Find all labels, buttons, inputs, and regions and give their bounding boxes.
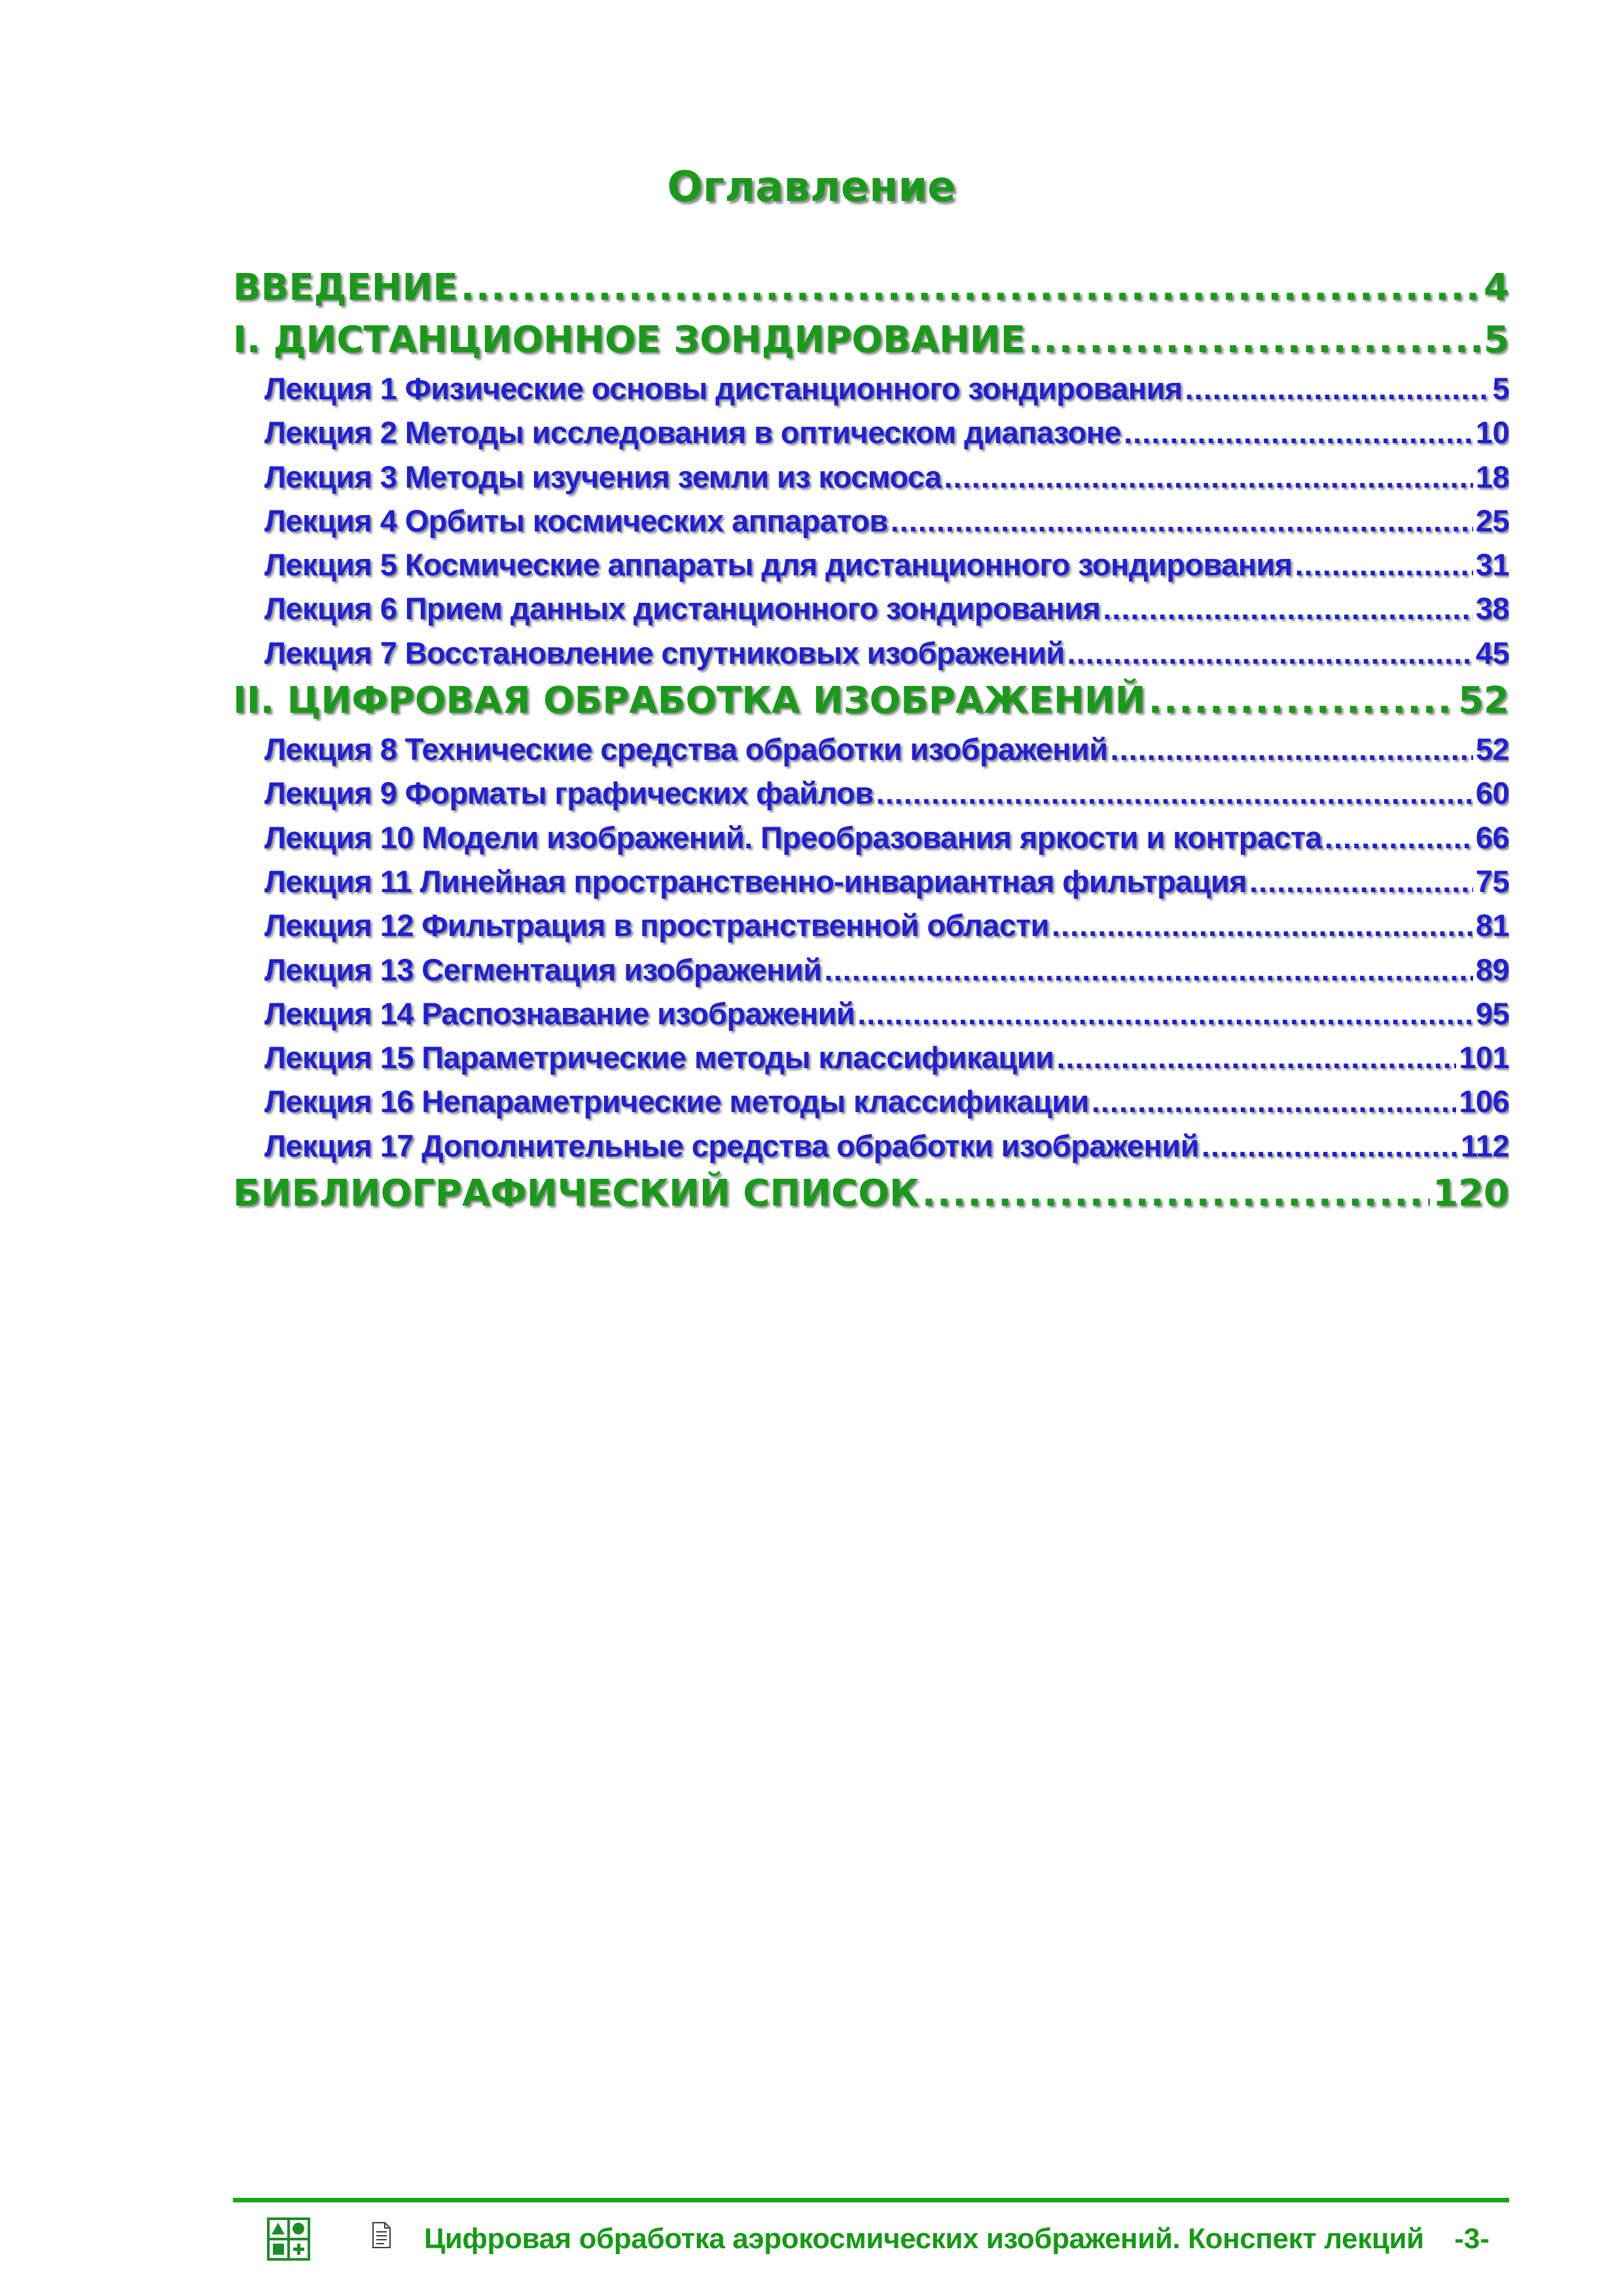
toc-dot-leader xyxy=(1111,727,1473,771)
toc-entry-page-number: 106 xyxy=(1459,1084,1509,1119)
toc-lecture-entry[interactable] xyxy=(233,903,1509,947)
toc-entry-page-number: 89 xyxy=(1475,952,1509,987)
toc-entry-page-number: 4 xyxy=(1484,266,1509,309)
toc-entry-label: Лекция 14 Распознавание изображений xyxy=(264,996,855,1031)
toc-lecture-entry[interactable] xyxy=(233,455,1509,499)
toc-entry-label: БИБЛИОГРАФИЧЕСКИЙ СПИСОК xyxy=(233,1172,919,1215)
toc-section-entry[interactable] xyxy=(233,1168,1509,1220)
toc-entry-page-number: 5 xyxy=(1484,319,1509,361)
toc-dot-leader xyxy=(1052,903,1473,947)
toc-dot-leader xyxy=(825,948,1473,992)
toc-entry-label: Лекция 5 Космические аппараты для дистанционного зондирования xyxy=(264,547,1293,583)
toc-lecture-entry[interactable] xyxy=(233,499,1509,543)
toc-dot-leader xyxy=(1067,631,1473,675)
toc-lecture-entry[interactable] xyxy=(233,631,1509,675)
toc-entry-label: Лекция 2 Методы исследования в оптическом диапазоне xyxy=(264,415,1122,450)
toc-entry-page-number: 18 xyxy=(1475,459,1509,494)
toc-entry-label: I. ДИСТАНЦИОННОЕ ЗОНДИРОВАНИЕ xyxy=(233,319,1026,361)
toc-dot-leader xyxy=(944,455,1472,499)
toc-entry-page-number: 81 xyxy=(1475,908,1509,943)
toc-entry-page-number: 52 xyxy=(1475,732,1509,767)
footer-page-number: -3- xyxy=(1454,2223,1489,2255)
toc-lecture-entry[interactable] xyxy=(233,1035,1509,1079)
toc-entry-label: Лекция 3 Методы изучения земли из космоса xyxy=(264,459,942,494)
toc-lecture-entry[interactable] xyxy=(233,410,1509,454)
toc-dot-leader xyxy=(857,992,1473,1035)
toc-lecture-entry[interactable] xyxy=(233,367,1509,410)
toc-dot-leader xyxy=(1103,586,1473,630)
toc-entry-page-number: 31 xyxy=(1475,547,1509,583)
toc-entry-label: Лекция 7 Восстановление спутниковых изображений xyxy=(264,635,1065,670)
toc-entry-label: Лекция 9 Форматы графических файлов xyxy=(264,776,874,811)
toc-dot-leader xyxy=(1092,1079,1457,1123)
toc-entry-label: Лекция 6 Прием данных дистанционного зондирования xyxy=(264,591,1101,626)
toc-lecture-entry[interactable] xyxy=(233,948,1509,992)
footer-divider xyxy=(233,2198,1509,2202)
page-title: Оглавление xyxy=(667,163,956,211)
toc-dot-leader xyxy=(876,771,1473,815)
toc-entry-page-number: 5 xyxy=(1492,371,1509,406)
toc-lecture-entry[interactable] xyxy=(233,543,1509,586)
toc-dot-leader xyxy=(1249,859,1473,903)
toc-lecture-entry[interactable] xyxy=(233,992,1509,1035)
toc-entry-label: Лекция 16 Непараметрические методы классификации xyxy=(264,1084,1089,1119)
toc-section-entry[interactable] xyxy=(233,314,1509,367)
toc-entry-label: Лекция 10 Модели изображений. Преобразования яркости и контраста xyxy=(264,819,1322,855)
toc-dot-leader xyxy=(1185,367,1490,410)
toc-section-entry[interactable] xyxy=(233,262,1509,314)
toc-section-entry[interactable] xyxy=(233,675,1509,727)
toc-lecture-entry[interactable] xyxy=(233,859,1509,903)
toc-entry-page-number: 66 xyxy=(1475,819,1509,855)
toc-dot-leader xyxy=(1028,314,1481,367)
page-footer xyxy=(233,2215,1509,2261)
toc-entry-page-number: 52 xyxy=(1458,679,1509,723)
toc-entry-page-number: 75 xyxy=(1475,863,1509,899)
toc-lecture-entry[interactable] xyxy=(233,1079,1509,1123)
table-of-contents xyxy=(233,262,1509,1220)
footer-title: Цифровая обработка аэрокосмических изображений. Конспект лекций xyxy=(424,2223,1424,2255)
toc-entry-page-number: 10 xyxy=(1475,415,1509,450)
toc-entry-label: Лекция 8 Технические средства обработки изображений xyxy=(264,732,1108,767)
toc-entry-label: Лекция 13 Сегментация изображений xyxy=(264,952,822,987)
toc-entry-page-number: 112 xyxy=(1460,1128,1509,1163)
toc-dot-leader xyxy=(922,1168,1430,1220)
toc-entry-page-number: 45 xyxy=(1475,635,1509,670)
toc-lecture-entry[interactable] xyxy=(233,727,1509,771)
toc-entry-page-number: 60 xyxy=(1475,776,1509,811)
toc-entry-page-number: 38 xyxy=(1475,591,1509,626)
toc-dot-leader xyxy=(1056,1035,1456,1079)
university-logo-icon xyxy=(267,2217,310,2261)
toc-dot-leader xyxy=(461,262,1481,314)
toc-dot-leader xyxy=(1124,410,1473,454)
toc-dot-leader xyxy=(1149,675,1455,727)
toc-lecture-entry[interactable] xyxy=(233,1124,1509,1168)
toc-lecture-entry[interactable] xyxy=(233,771,1509,815)
toc-entry-page-number: 25 xyxy=(1475,503,1509,538)
toc-entry-label: ВВЕДЕНИЕ xyxy=(233,266,458,309)
toc-entry-label: Лекция 15 Параметрические методы классификации xyxy=(264,1040,1054,1075)
toc-entry-label: Лекция 4 Орбиты космических аппаратов xyxy=(264,503,888,538)
toc-entry-page-number: 101 xyxy=(1459,1040,1509,1075)
toc-dot-leader xyxy=(891,499,1473,543)
document-icon xyxy=(372,2221,391,2249)
toc-entry-label: Лекция 12 Фильтрация в пространственной области xyxy=(264,908,1049,943)
toc-entry-page-number: 95 xyxy=(1475,996,1509,1031)
toc-entry-label: II. ЦИФРОВАЯ ОБРАБОТКА ИЗОБРАЖЕНИЙ xyxy=(233,679,1146,723)
toc-dot-leader xyxy=(1295,543,1473,586)
toc-entry-label: Лекция 17 Дополнительные средства обработки изображений xyxy=(264,1128,1199,1163)
toc-lecture-entry[interactable] xyxy=(233,586,1509,630)
toc-dot-leader xyxy=(1202,1124,1458,1168)
toc-entry-page-number: 120 xyxy=(1433,1172,1509,1215)
toc-lecture-entry[interactable] xyxy=(233,816,1509,859)
toc-entry-label: Лекция 11 Линейная пространственно-инвариантная фильтрация xyxy=(264,863,1247,899)
toc-dot-leader xyxy=(1325,816,1473,859)
toc-entry-label: Лекция 1 Физические основы дистанционного зондирования xyxy=(264,371,1183,406)
